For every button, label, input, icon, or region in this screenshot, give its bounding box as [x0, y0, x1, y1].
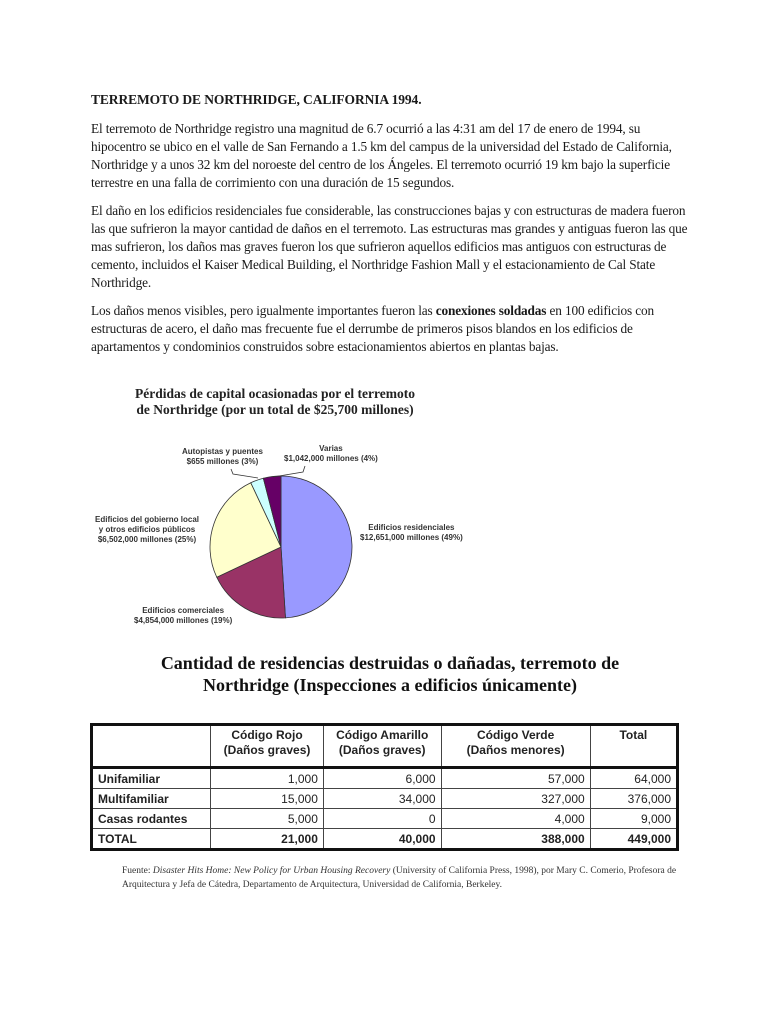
header-cell-yellow-code	[323, 725, 441, 768]
paragraph-residential-damage: El daño en los edificios residenciales fue considerable, las construcciones bajas y con estructuras de madera fueron las que sufrieron la mayor cantidad de daños en el terremoto. Las estructuras mas grandes y antiguas fueron las que mas sufrieron, los daños mas graves fueron los que sufrieron aquellos edificios mas antiguos con estructuras de cemento, incluidos el Kaiser Medical Building, el Northridge Fashion Mall y el estacionamiento de Cal State Northridge.	[91, 203, 688, 290]
cell-value: 21,000	[211, 829, 324, 850]
cell-value: 9,000	[590, 809, 677, 829]
label-line: Edificios comerciales	[142, 606, 225, 615]
source-prefix: Fuente:	[122, 866, 153, 876]
cell-value: 4,000	[441, 809, 590, 829]
table-row	[92, 768, 678, 789]
label-line: $6,502,000 millones (25%)	[97, 535, 197, 544]
bold-term: conexiones soldadas	[435, 303, 547, 318]
cell-value: 376,000	[590, 789, 677, 809]
label-line: $12,651,000 millones (49%)	[360, 533, 463, 542]
table-row	[92, 809, 678, 829]
leader-line-highways	[231, 469, 258, 478]
table-title	[100, 652, 680, 696]
source-book-title: Disaster Hits Home: New Policy for Urban Housing Recovery	[152, 866, 391, 876]
cell-value: 6,000	[323, 768, 441, 789]
header-line: Código Rojo	[231, 728, 303, 742]
row-label: Unifamiliar	[92, 768, 211, 789]
cell-value: 0	[323, 809, 441, 829]
document-title: TERREMOTO DE NORTHRIDGE, CALIFORNIA 1994.	[91, 92, 422, 107]
pie-label-highways	[182, 447, 263, 467]
cell-value: 64,000	[590, 768, 677, 789]
pie-slice-residential	[281, 476, 352, 618]
header-line: Total	[619, 728, 648, 742]
paragraph-intro: El terremoto de Northridge registro una magnitud de 6.7 ocurrió a las 4:31 am del 17 de enero de 1994, su hipocentro se ubico en el valle de San Fernando a 1.5 km del campus de la universidad del Estado de California, Northridge y a unos 32 km del noroeste del centro de los Ángeles. El terremoto ocurrió 19 km bajo la superficie terrestre en una falla de corrimiento con una duración de 15 segundos.	[91, 121, 672, 190]
cell-value: 1,000	[211, 768, 324, 789]
table-row-total	[92, 829, 678, 850]
label-line: $4,854,000 millones (19%)	[134, 616, 233, 625]
pie-label-various	[284, 444, 378, 464]
cell-value: 388,000	[441, 829, 590, 850]
cell-value: 327,000	[441, 789, 590, 809]
cell-value: 40,000	[323, 829, 441, 850]
header-cell-total	[590, 725, 677, 768]
label-line: Edificios residenciales	[368, 523, 455, 532]
label-line: $655 millones (3%)	[186, 457, 259, 466]
pie-label-commercial	[134, 606, 232, 626]
row-label: Casas rodantes	[92, 809, 211, 829]
header-line: (Daños graves)	[223, 743, 311, 757]
cell-value: 57,000	[441, 768, 590, 789]
header-cell-red-code	[211, 725, 324, 768]
damage-table	[90, 723, 679, 851]
cell-value: 449,000	[590, 829, 677, 850]
paragraph-text-after: en 100 edificios con estructuras de acero, el daño mas frecuente fue el derrumbe de primeros pisos blandos en los edificios de apartamentos y condominios construidos sobre estacionamientos abiertos en plantas bajas.	[91, 303, 654, 354]
header-line: (Daños graves)	[338, 743, 426, 757]
row-label: Multifamiliar	[92, 789, 211, 809]
paragraph-text-before: Los daños menos visibles, pero igualmente importantes fueron las	[91, 303, 436, 318]
leader-line-various	[273, 466, 305, 477]
label-line: $1,042,000 millones (4%)	[284, 454, 378, 463]
header-cell-green-code	[441, 725, 590, 768]
pie-label-residential	[360, 523, 463, 543]
row-label: TOTAL	[92, 829, 211, 850]
label-line: y otros edificios públicos	[98, 525, 196, 534]
header-line: Código Amarillo	[336, 728, 429, 742]
header-line: Código Verde	[476, 728, 555, 742]
table-row	[92, 789, 678, 809]
label-line: Varias	[319, 444, 343, 453]
cell-value: 15,000	[211, 789, 324, 809]
chart-title-line: de Northridge (por un total de $25,700 millones)	[136, 402, 414, 417]
table-header-row	[92, 725, 678, 768]
table-title-line: Northridge (Inspecciones a edificios únicamente)	[203, 675, 577, 695]
label-line: Edificios del gobierno local	[95, 515, 200, 524]
cell-value: 5,000	[211, 809, 324, 829]
header-line: (Daños menores)	[466, 743, 565, 757]
pie-label-government	[95, 515, 199, 545]
source-details: (University of California Press, 1998), por Mary C. Comerio, Profesora de Arquitectura y Jefa de Cátedra, Departamento de Arquitectura, Universidad de California, Berkeley.	[122, 866, 677, 890]
table-title-line: Cantidad de residencias destruidas o dañadas, terremoto de	[160, 653, 620, 673]
header-cell-empty	[92, 725, 211, 768]
source-citation	[122, 864, 682, 892]
label-line: Autopistas y puentes	[182, 447, 263, 456]
chart-title-line: Pérdidas de capital ocasionadas por el terremoto	[135, 386, 415, 401]
cell-value: 34,000	[323, 789, 441, 809]
